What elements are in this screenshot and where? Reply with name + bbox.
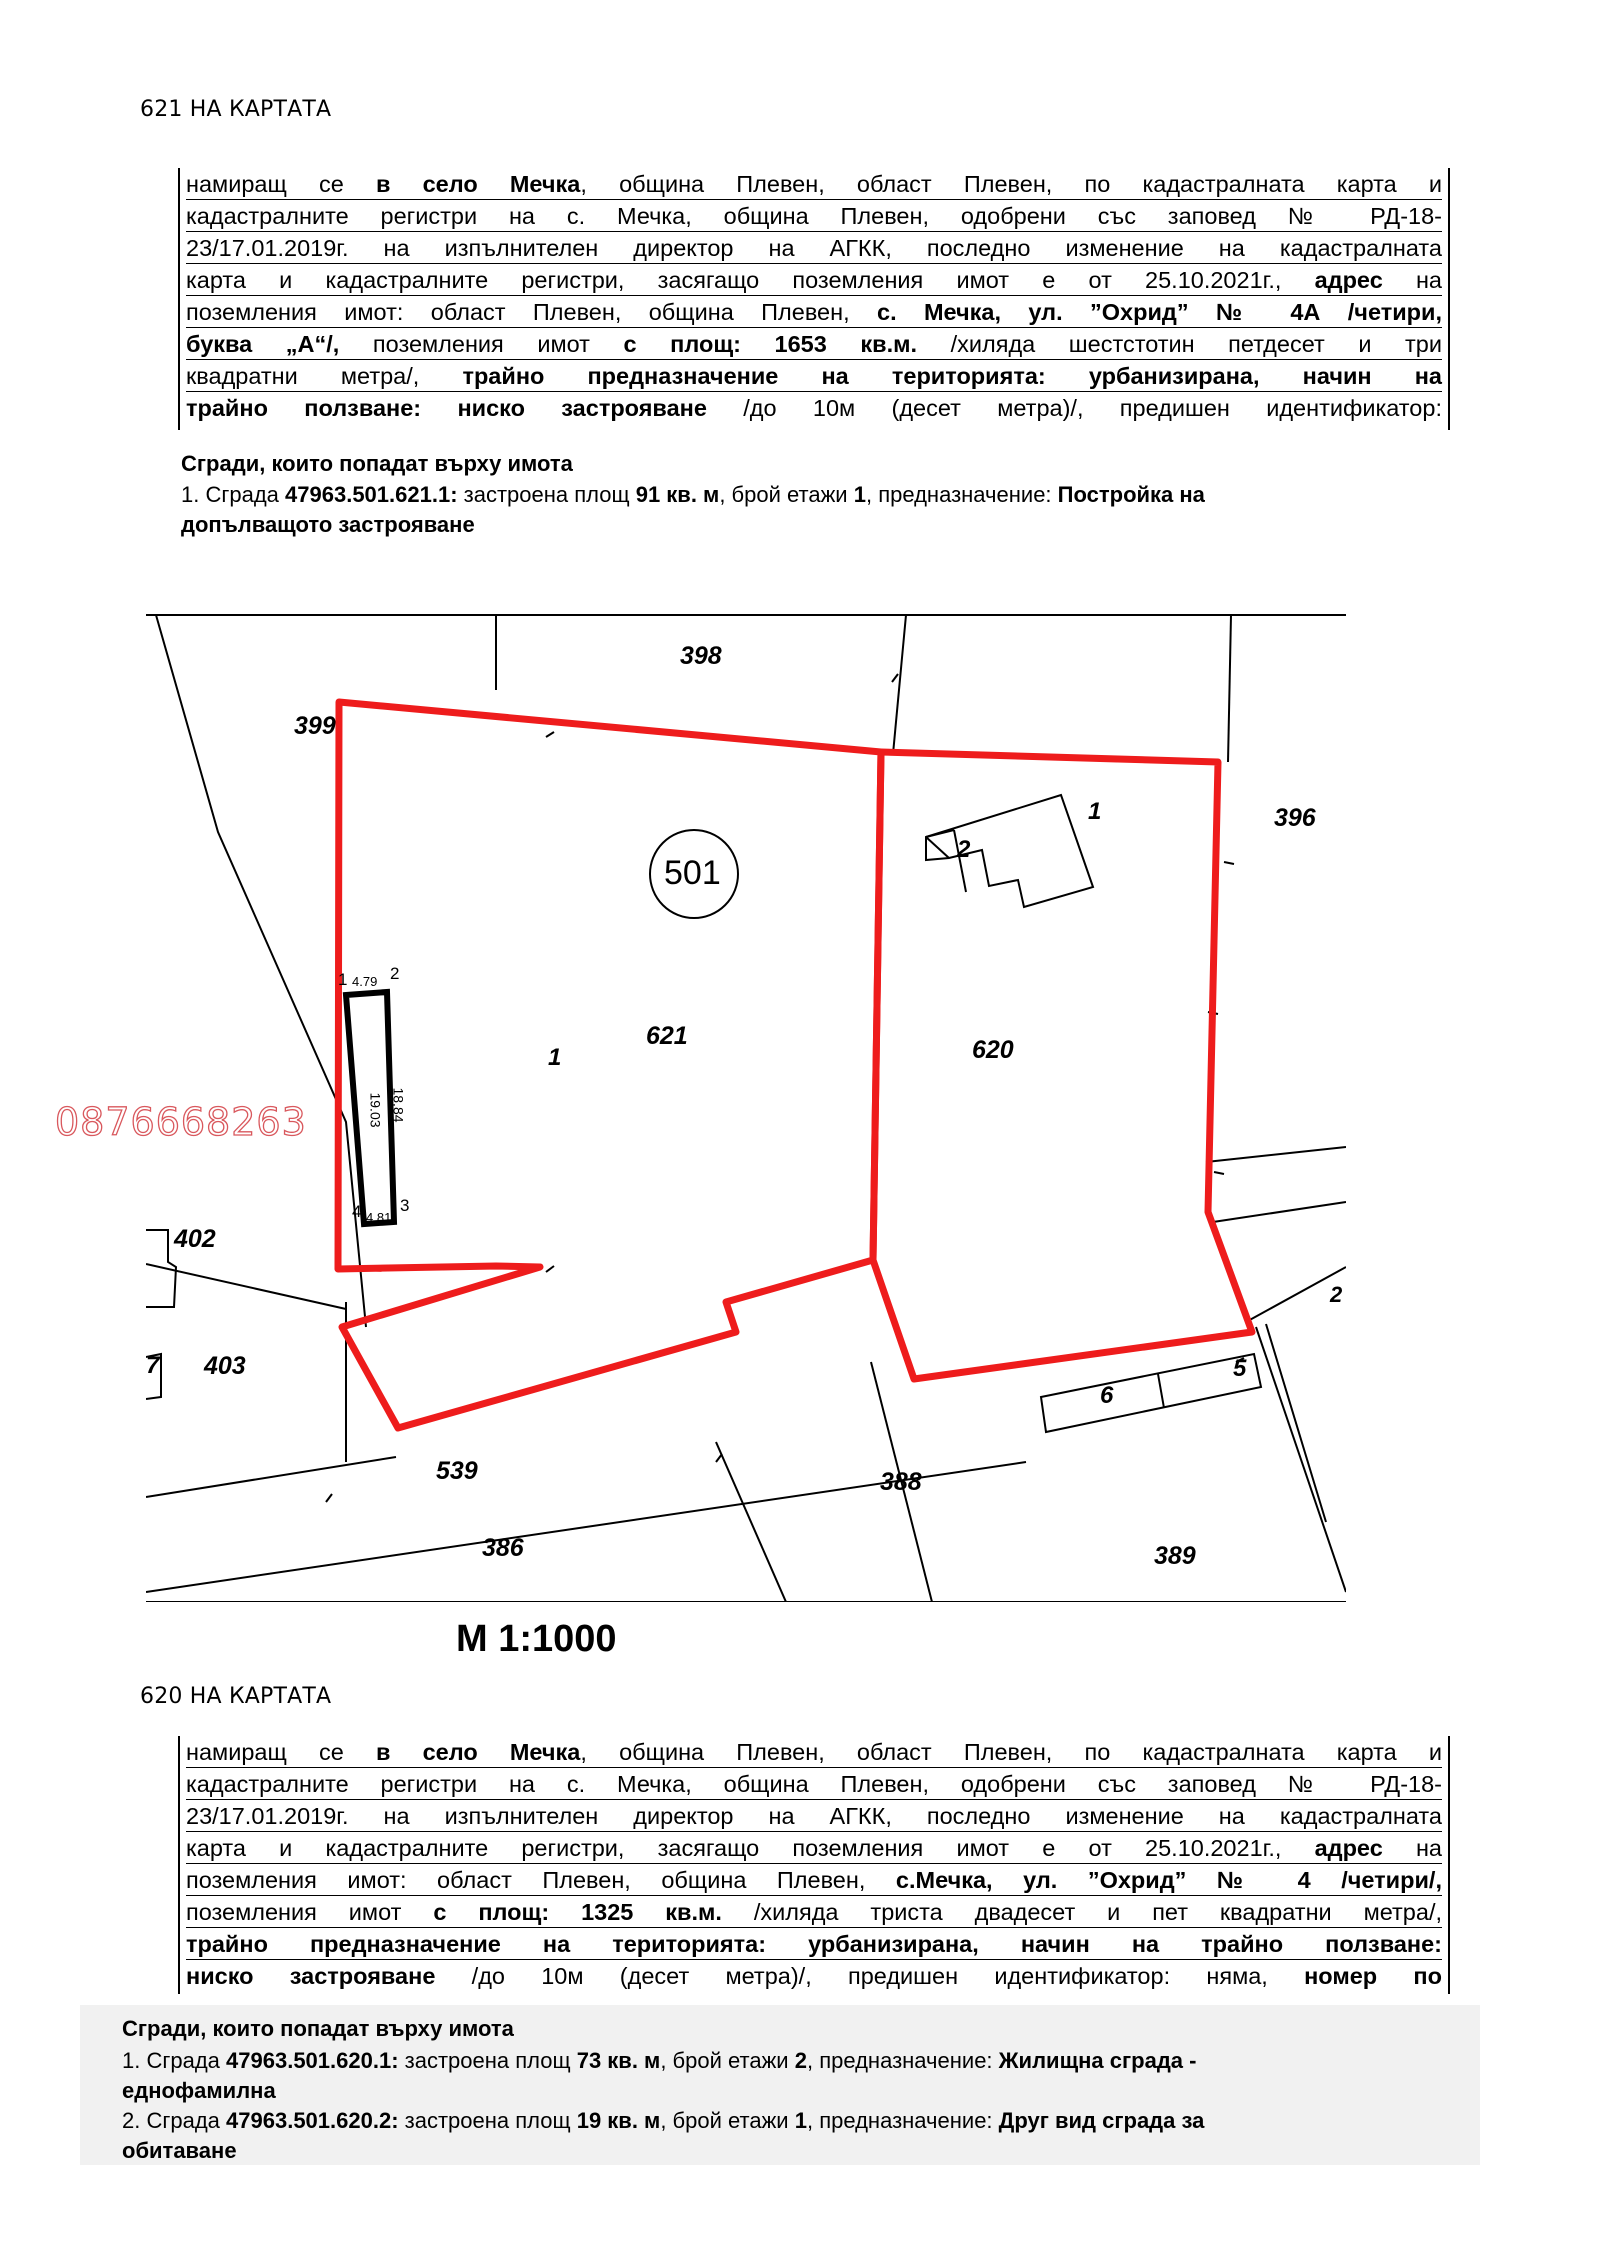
text-line <box>186 1736 1442 1768</box>
vertex-2: 2 <box>390 964 400 983</box>
bold-text-run: допълващото застрояване <box>181 512 475 537</box>
text-run: застроена площ <box>398 2108 577 2133</box>
boundary-398-east <box>893 615 906 754</box>
text-run: кадастралните регистри на с. Мечка, община Плевен, одобрени със заповед № РД-18- <box>186 203 1442 229</box>
highlighted-parcels <box>338 702 1252 1428</box>
bold-text-run: еднофамилна <box>122 2078 276 2103</box>
bold-text-run: номер по <box>1304 1963 1442 1989</box>
house-620-outline <box>926 795 1093 907</box>
text-run: /хиляда триста двадесет и пет квадратни метра/, <box>721 1899 1443 1925</box>
text-run: , брой етажи <box>660 2108 795 2133</box>
text-line <box>186 1896 1442 1928</box>
building-label-620-2: 2 <box>957 836 971 863</box>
text-run: поземления имот <box>339 331 624 357</box>
boundary-389-east-1 <box>1256 1327 1346 1592</box>
boundary-396-west <box>1228 615 1231 762</box>
bold-text-run: адрес <box>1314 267 1383 293</box>
dimension-bottom: 4.81 <box>366 1210 392 1225</box>
parcel-label-403: 403 <box>204 1352 246 1380</box>
bold-text-run: 73 кв. м <box>576 2048 661 2073</box>
building-line <box>122 2136 1472 2166</box>
buildings-5-6-outline <box>1041 1354 1261 1432</box>
tick <box>546 1266 554 1272</box>
text-line <box>186 168 1442 200</box>
vertex-3: 3 <box>400 1196 410 1215</box>
text-line <box>186 1960 1442 1991</box>
text-run: застроена площ <box>398 2048 577 2073</box>
tick <box>326 1494 332 1502</box>
bold-text-run: Друг вид сграда за <box>998 2108 1205 2133</box>
parcel-label-621: 621 <box>646 1022 688 1050</box>
house-620-edge <box>926 830 954 837</box>
tick <box>716 1454 722 1462</box>
text-run: , брой етажи <box>719 482 854 507</box>
section-620-buildings-title: Сгради, които попадат върху имота <box>122 2016 514 2041</box>
tick <box>546 732 554 737</box>
parcel-label-402: 402 <box>174 1225 216 1253</box>
parcel-label-388: 388 <box>880 1468 922 1496</box>
bold-text-run: трайно ползване: ниско застрояване <box>186 395 707 421</box>
parcel-label-386: 386 <box>482 1534 524 1562</box>
text-run: , община Плевен, област Плевен, по кадастралната карта и <box>580 1739 1443 1765</box>
text-run: , предназначение: <box>806 2048 999 2073</box>
bold-text-run: в село Мечка <box>375 1739 581 1765</box>
section-621-buildings-list <box>181 480 1471 540</box>
bold-text-run: 47963.501.620.2: <box>226 2108 399 2133</box>
text-run: поземления имот: област Плевен, община Плевен, <box>186 1867 896 1893</box>
boundary-396-south-2 <box>1213 1202 1346 1222</box>
bold-text-run: буква „А“/, <box>186 331 340 357</box>
section-621-lines <box>186 168 1442 423</box>
section-621-scanned-text <box>178 168 1450 430</box>
parcel-620-outline <box>873 752 1252 1379</box>
text-run: поземления имот <box>186 1899 434 1925</box>
text-run: 23/17.01.2019г. на изпълнителен директор на АГКК, последно изменение на кадастралната <box>186 235 1442 261</box>
cadastral-map <box>146 602 1346 1602</box>
text-line <box>186 1832 1442 1864</box>
text-run: , община Плевен, област Плевен, по кадастралната карта и <box>580 171 1443 197</box>
bold-text-run: Постройка на <box>1057 482 1205 507</box>
text-run: 1. Сграда <box>181 482 286 507</box>
bold-text-run: трайно предназначение на територията: урбанизирана, начин на трайно ползване: <box>186 1931 1442 1957</box>
bold-text-run: с. Мечка, ул. ”Охрид” № 4А /четири, <box>877 299 1442 325</box>
text-run: кадастралните регистри на с. Мечка, община Плевен, одобрени със заповед № РД-18- <box>186 1771 1442 1797</box>
text-run: , предназначение: <box>806 2108 999 2133</box>
bold-text-run: обитаване <box>122 2138 237 2163</box>
vertex-1: 1 <box>338 970 348 989</box>
bold-text-run: 47963.501.620.1: <box>226 2048 399 2073</box>
bold-text-run: с площ: 1325 кв.м. <box>433 1899 722 1925</box>
bold-text-run: в село Мечка <box>375 171 581 197</box>
bold-text-run: с.Мечка, ул. ”Охрид” № 4 /четири/, <box>895 1867 1442 1893</box>
building-line <box>122 2046 1472 2076</box>
building-label-7: 7 <box>146 1352 160 1379</box>
section-620-buildings-list <box>122 2046 1472 2166</box>
parcel-label-539: 539 <box>436 1457 478 1485</box>
text-run: /хиляда шестстотин петдесет и три <box>917 331 1442 357</box>
building-label-620-1: 1 <box>1088 798 1102 825</box>
house-620-inner <box>926 837 949 858</box>
map-scale: M 1:1000 <box>456 1618 617 1660</box>
text-line <box>186 328 1442 360</box>
building-label-6: 6 <box>1100 1382 1114 1409</box>
text-run: 2. Сграда <box>122 2108 227 2133</box>
parcel-label-399: 399 <box>294 712 336 740</box>
cadastral-map-svg <box>146 602 1346 1602</box>
text-run: 1. Сграда <box>122 2048 227 2073</box>
text-line <box>186 392 1442 423</box>
text-line <box>186 1928 1442 1960</box>
bold-text-run: 1 <box>794 2108 807 2133</box>
bold-text-run: с площ: 1653 кв.м. <box>623 331 918 357</box>
bold-text-run: 19 кв. м <box>576 2108 661 2133</box>
dimension-top: 4.79 <box>352 974 378 989</box>
text-run: на <box>1382 1835 1443 1861</box>
text-line <box>186 232 1442 264</box>
parcel-621-outline <box>338 702 881 1428</box>
bold-text-run: трайно предназначение на територията: урбанизирана, начин на <box>462 363 1442 389</box>
text-line <box>186 264 1442 296</box>
road-north-edge <box>146 1457 396 1497</box>
section-620-heading: 620 НА КАРТАТА <box>140 1684 332 1709</box>
section-620-scanned-text <box>178 1736 1450 1994</box>
section-621-heading: 621 НА КАРТАТА <box>140 97 332 122</box>
building-label-621-1: 1 <box>548 1044 562 1071</box>
text-run: на <box>1382 267 1443 293</box>
bold-text-run: адрес <box>1314 1835 1383 1861</box>
text-run: застроена площ <box>457 482 636 507</box>
text-run: поземления имот: област Плевен, община Плевен, <box>186 299 877 325</box>
text-run: карта и кадастралните регистри, засягащо поземления имот е от 25.10.2021г., <box>186 1835 1315 1861</box>
phone-watermark: 0876668263 <box>55 1100 307 1144</box>
text-line <box>186 296 1442 328</box>
boundary-389-east-2 <box>1266 1324 1326 1522</box>
bold-text-run: 2 <box>794 2048 807 2073</box>
building-label-2-edge: 2 <box>1330 1282 1343 1307</box>
text-run: намиращ се <box>186 171 376 197</box>
parcel-label-398: 398 <box>680 642 722 670</box>
bold-text-run: ниско застрояване <box>186 1963 436 1989</box>
dimension-right: 18.84 <box>390 1087 407 1123</box>
building-line <box>181 480 1471 510</box>
text-run: намиращ се <box>186 1739 376 1765</box>
boundary-396-south-1 <box>1206 1147 1346 1162</box>
buildings-5-6-divider <box>1158 1374 1164 1408</box>
text-line <box>186 1768 1442 1800</box>
bold-text-run: 1 <box>853 482 866 507</box>
section-621-buildings-title: Сгради, които попадат върху имота <box>181 451 573 476</box>
parcel-label-501: 501 <box>664 854 721 892</box>
text-run: /до 10м (десет метра)/, предишен идентификатор: <box>706 395 1442 421</box>
parcel-label-389: 389 <box>1154 1542 1196 1570</box>
text-line <box>186 200 1442 232</box>
building-402-outline <box>146 1230 176 1307</box>
bold-text-run: 47963.501.621.1: <box>285 482 458 507</box>
text-run: /до 10м (десет метра)/, предишен идентификатор: няма, <box>435 1963 1305 1989</box>
parcel-label-620: 620 <box>972 1036 1014 1064</box>
boundary-388-west <box>716 1442 786 1602</box>
dimension-left: 19.03 <box>367 1092 384 1128</box>
bold-text-run: 91 кв. м <box>635 482 720 507</box>
vertex-4: 4 <box>352 1202 362 1221</box>
building-label-5: 5 <box>1233 1355 1247 1382</box>
tick <box>1224 862 1234 864</box>
tick <box>1214 1172 1224 1174</box>
text-run: карта и кадастралните регистри, засягащо поземления имот е от 25.10.2021г., <box>186 267 1315 293</box>
bold-text-run: Жилищна сграда - <box>998 2048 1197 2073</box>
parcel-label-396: 396 <box>1274 804 1316 832</box>
building-line <box>122 2076 1472 2106</box>
text-run: , брой етажи <box>660 2048 795 2073</box>
section-620-lines <box>186 1736 1442 1991</box>
text-run: 23/17.01.2019г. на изпълнителен директор на АГКК, последно изменение на кадастралната <box>186 1803 1442 1829</box>
building-line <box>122 2106 1472 2136</box>
text-line <box>186 1864 1442 1896</box>
building-line <box>181 510 1471 540</box>
text-run: , предназначение: <box>865 482 1058 507</box>
tick <box>892 674 898 682</box>
text-run: квадратни метра/, <box>186 363 463 389</box>
text-line <box>186 360 1442 392</box>
text-line <box>186 1800 1442 1832</box>
